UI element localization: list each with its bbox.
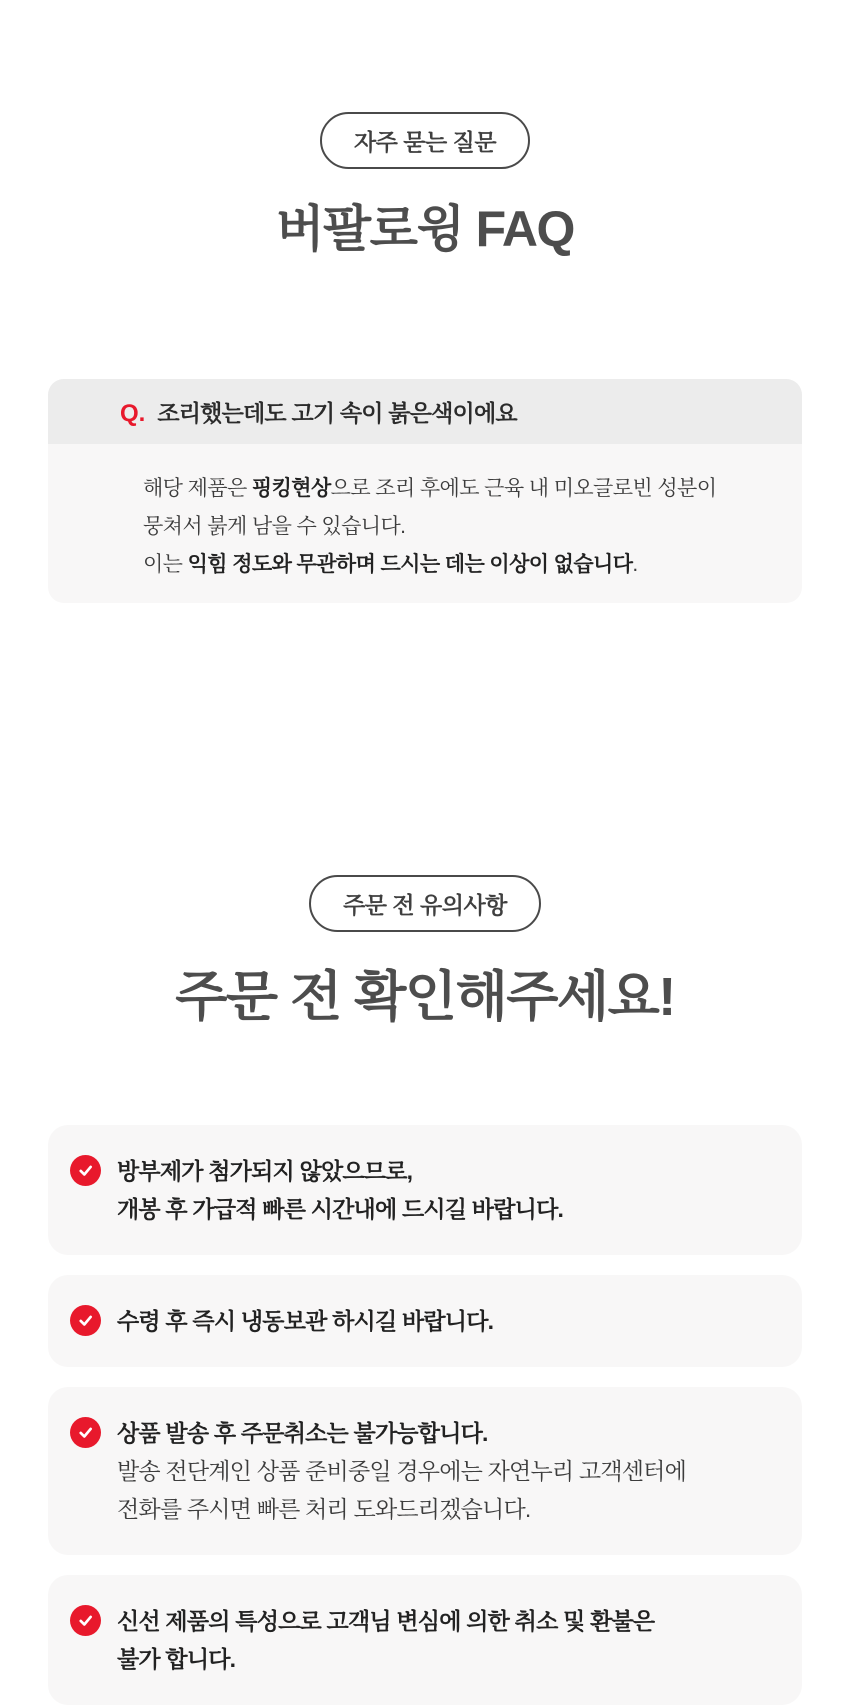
check-circle-icon <box>70 1155 101 1186</box>
answer-line-2: 뭉쳐서 붉게 남을 수 있습니다. <box>143 515 406 538</box>
notice-3-line-2: 발송 전단계인 상품 준비중일 경우에는 자연누리 고객센터에 <box>117 1458 686 1484</box>
notice-section-title: 주문 전 확인해주세요! <box>175 967 675 1027</box>
answer-line-1-bold: 핑킹현상 <box>251 477 331 500</box>
notice-1-line-2: 개봉 후 가급적 빠른 시간내에 드시길 바랍니다. <box>117 1196 564 1222</box>
question-text: 조리했는데도 고기 속이 붉은색이에요 <box>157 400 517 426</box>
question-q-prefix: Q. <box>120 400 146 427</box>
faq-card <box>48 379 802 603</box>
notice-1-line-1: 방부제가 첨가되지 않았으므로, <box>117 1158 413 1184</box>
faq-badge-label: 자주 묻는 질문 <box>353 129 497 155</box>
answer-line-3-post: . <box>632 553 638 576</box>
answer-line-3-pre: 이는 <box>143 553 188 576</box>
faq-section-badge <box>320 112 530 169</box>
check-circle-icon <box>70 1605 101 1636</box>
answer-line-1 <box>143 470 762 508</box>
notice-text-3 <box>117 1414 686 1528</box>
notice-2-line-1: 수령 후 즉시 냉동보관 하시길 바랍니다. <box>117 1308 494 1334</box>
answer-line-1-post: 으로 조리 후에도 근육 내 미오글로빈 성분이 <box>330 477 717 500</box>
notice-3-line-3: 전화를 주시면 빠른 처리 도와드리겠습니다. <box>117 1496 531 1522</box>
notice-text-1 <box>117 1152 563 1228</box>
notice-badge-label: 주문 전 유의사항 <box>343 892 507 918</box>
notice-4-line-2: 불가 합니다. <box>117 1646 236 1672</box>
answer-line-1-pre: 해당 제품은 <box>143 477 252 500</box>
notice-4-line-1: 신선 제품의 특성으로 고객님 변심에 의한 취소 및 환불은 <box>117 1608 655 1634</box>
faq-section-title: 버팔로윙 FAQ <box>276 201 574 257</box>
faq-question-row <box>48 379 802 444</box>
check-circle-icon <box>70 1305 101 1336</box>
notice-card-3 <box>48 1387 802 1555</box>
answer-line-3 <box>143 546 762 584</box>
notice-text-4 <box>117 1602 654 1678</box>
faq-answer <box>48 444 802 603</box>
notice-card-2 <box>48 1275 802 1367</box>
notice-card-1 <box>48 1125 802 1255</box>
notice-section-badge <box>309 875 541 932</box>
notice-text-2 <box>117 1302 493 1340</box>
notice-list <box>48 1125 802 1705</box>
answer-line-3-bold: 익힘 정도와 무관하며 드시는 데는 이상이 없습니다 <box>187 553 633 576</box>
notice-card-4 <box>48 1575 802 1705</box>
notice-3-line-1: 상품 발송 후 주문취소는 불가능합니다. <box>117 1420 488 1446</box>
check-circle-icon <box>70 1417 101 1448</box>
